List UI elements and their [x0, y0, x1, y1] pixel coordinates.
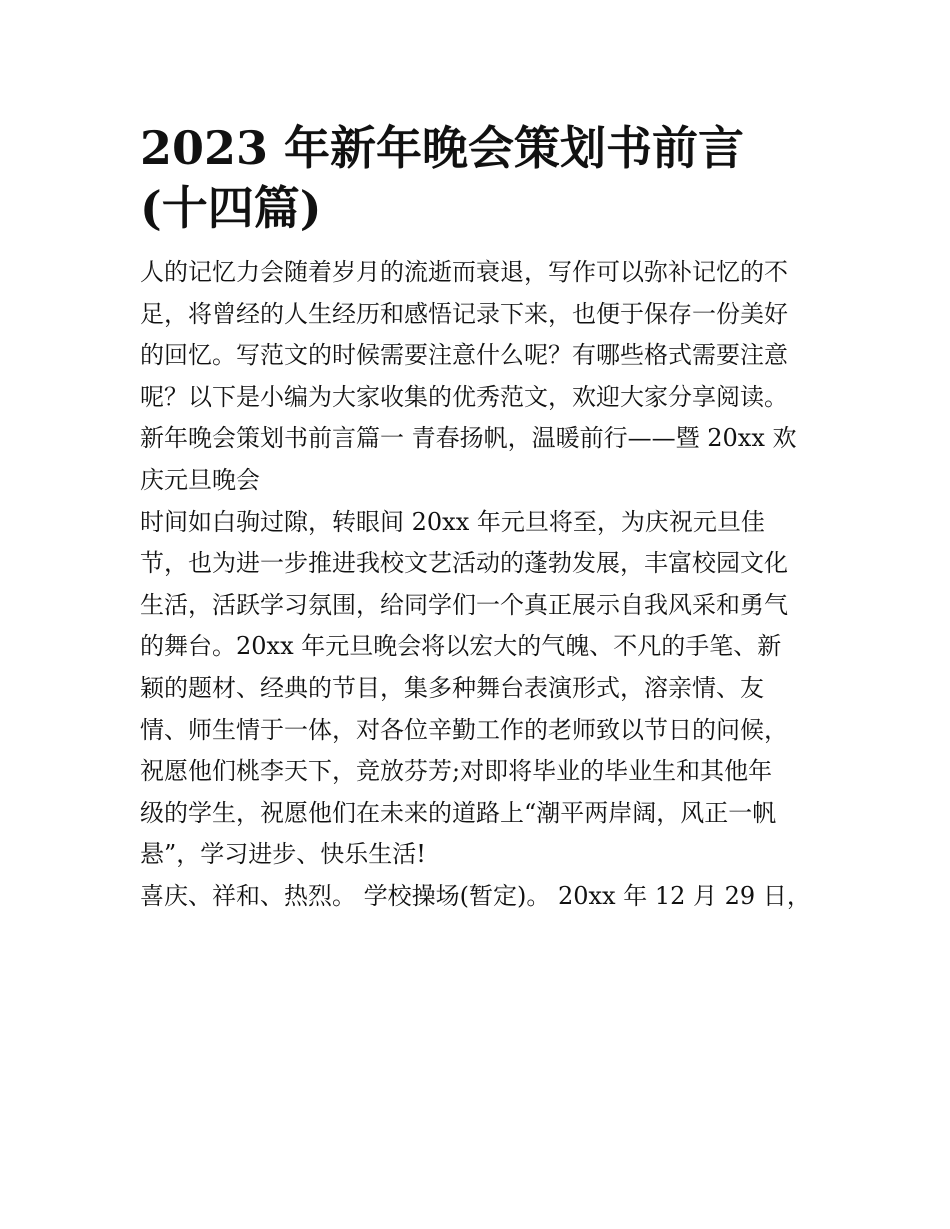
- text-line: 生活，活跃学习氛围，给同学们一个真正展示自我风采和勇气: [140, 590, 788, 619]
- text-line: 的回忆。写范文的时候需要注意什么呢？有哪些格式需要注意: [140, 341, 788, 370]
- text-line: 的舞台。20xx 年元旦晚会将以宏大的气魄、不凡的手笔、新: [140, 632, 782, 661]
- section-heading-paragraph: [140, 418, 820, 501]
- text-line: 祝愿他们桃李天下，竞放芬芳;对即将毕业的毕业生和其他年: [140, 757, 773, 786]
- intro-paragraph: [140, 252, 820, 418]
- text-line: 颖的题材、经典的节目，集多种舞台表演形式，溶亲情、友: [140, 673, 764, 702]
- document-title: [140, 118, 820, 238]
- text-line: 悬”，学习进步、快乐生活!: [140, 840, 426, 869]
- text-line: 庆元旦晚会: [140, 465, 260, 494]
- text-line: 呢？以下是小编为大家收集的优秀范文，欢迎大家分享阅读。: [140, 382, 788, 411]
- text-line: 新年晚会策划书前言篇一 青春扬帆，温暖前行——暨 20xx 欢: [140, 424, 797, 453]
- text-line: 人的记忆力会随着岁月的流逝而衰退，写作可以弥补记忆的不: [140, 258, 788, 286]
- body-paragraph: [140, 502, 820, 876]
- text-line: 情、师生情于一体，对各位辛勤工作的老师致以节日的问候，: [140, 715, 788, 744]
- text-line: 级的学生，祝愿他们在未来的道路上“潮平两岸阔，风正一帆: [140, 798, 777, 827]
- document-page: [140, 118, 820, 918]
- text-line: 足，将曾经的人生经历和感悟记录下来，也便于保存一份美好: [140, 299, 788, 328]
- text-line: 时间如白驹过隙，转眼间 20xx 年元旦将至，为庆祝元旦佳: [140, 507, 765, 536]
- text-line: 节，也为进一步推进我校文艺活动的蓬勃发展，丰富校园文化: [140, 549, 788, 578]
- title-line: 2023 年新年晚会策划书前言: [140, 121, 745, 175]
- event-info-paragraph: [140, 876, 820, 918]
- title-line: (十四篇): [140, 181, 322, 235]
- text-line: 喜庆、祥和、热烈。 学校操场(暂定)。 20xx 年 12 月 29 日，: [140, 881, 811, 910]
